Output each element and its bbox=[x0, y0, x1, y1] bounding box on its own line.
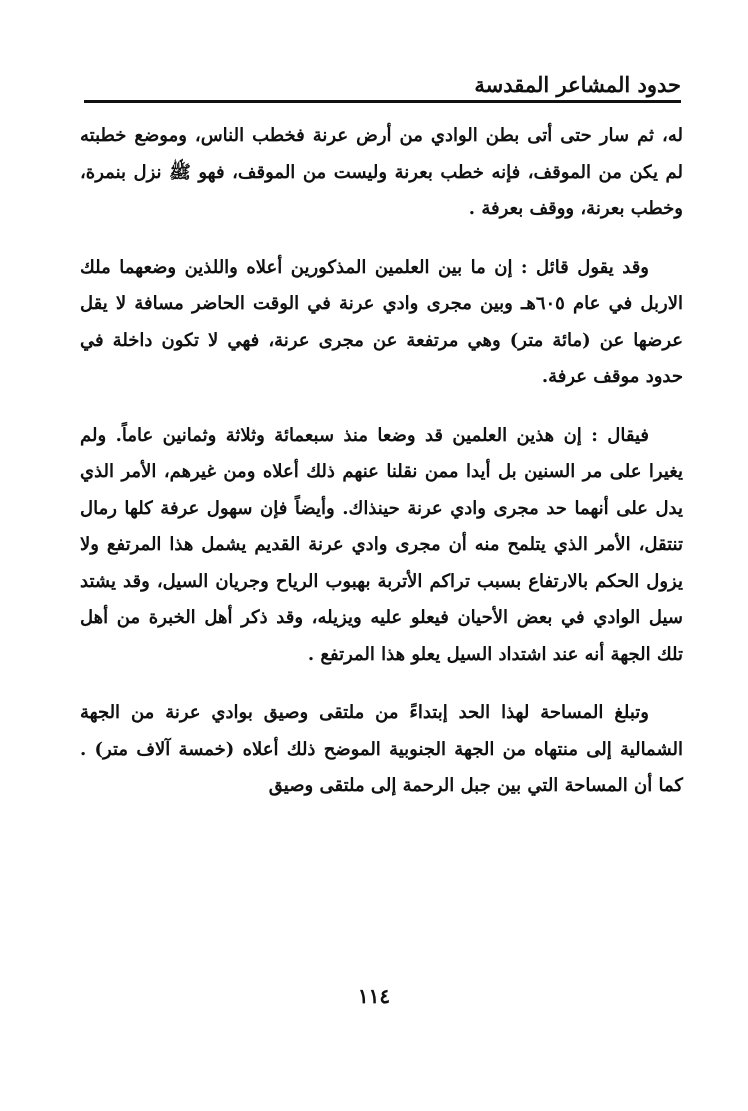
paragraph-continuation: له، ثم سار حتى أتى بطن الوادي من أرض عرنة فخطب الناس، وموضع خطبته لم يكن من الموقف، فإنه خطب بعرنة وليست من الموقف، فهو ﷺ نزل بنمرة، وخطب بعرنة، ووقف بعرفة . bbox=[80, 125, 683, 219]
page-number: ١١٤ bbox=[357, 984, 391, 1008]
paragraph-objection: وقد يقول قائل : إن ما بين العلمين المذكورين أعلاه واللذين وضعهما ملك الاربل في عام ٦٠٥هـ وبين مجرى وادي عرنة في الوقت الحاضر مسافة لا يقل عرضها عن (مائة متر) وهي مرتفعة عن مجرى عرنة، فهي لا تكون داخلة في حدود موقف عرفة. bbox=[80, 256, 683, 387]
page-body bbox=[80, 118, 683, 827]
running-header-title: حدود المشاعر المقدسة bbox=[474, 72, 681, 97]
header-rule bbox=[84, 100, 681, 103]
paragraph-response: فيقال : إن هذين العلمين قد وضعا منذ سبعمائة وثلاثة وثمانين عاماً. ولم يغيرا على مر السنين بل أيدا ممن نقلنا عنهم ذلك أعلاه ومن غيرهم، الأمر الذي يدل على أنهما حد مجرى وادي عرنة حينذاك. وأيضاً فإن سهول عرفة كلها رمال تنتقل، الأمر الذي يتلمح منه أن مجرى وادي عرنة القديم يشمل هذا المرتفع ولا يزول الحكم بالارتفاع بسبب تراكم الأتربة بهبوب الرياح وجريان السيل، وقد يشتد سيل الوادي في بعض الأحيان فيعلو عليه ويزيله، وقد ذكر أهل الخبرة من أهل تلك الجهة أنه عند اشتداد السيل يعلو هذا المرتفع . bbox=[80, 424, 683, 665]
paragraph-area: وتبلغ المساحة لهذا الحد إبتداءً من ملتقى وصيق بوادي عرنة من الجهة الشمالية إلى منتهاه من الجهة الجنوبية الموضح ذلك أعلاه (خمسة آلاف متر) . كما أن المساحة التي بين جبل الرحمة إلى ملتقى وصيق bbox=[80, 702, 683, 796]
